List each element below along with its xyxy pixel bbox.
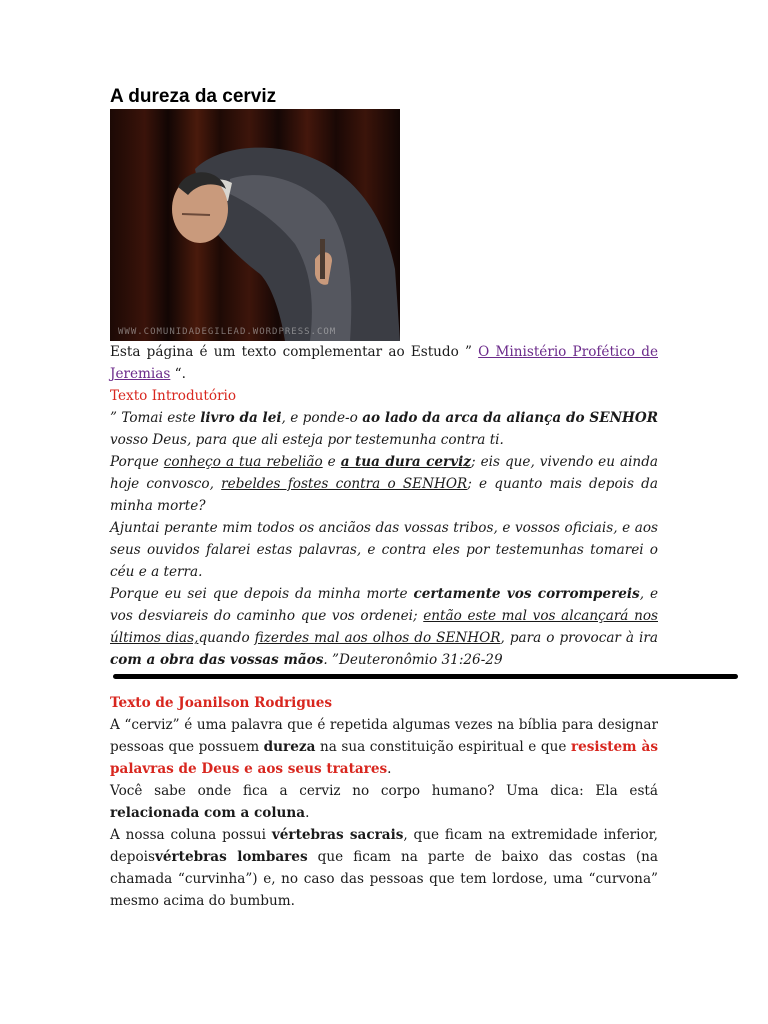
quote-text: e [322, 454, 341, 470]
quote-bold: certamente vos corrompereis [413, 586, 640, 602]
section-paragraph-2 [110, 780, 658, 824]
article [110, 86, 658, 671]
quote-paragraph-3: Ajuntai perante mim todos os anciãos das vossas tribos, e vossos oficiais, e aos seus ouvidos falarei estas palavras, e contra eles por testemunhas tomarei o céu e a terra. [110, 520, 658, 580]
section-text: Você sabe onde fica a cerviz no corpo humano? Uma dica: Ela está [110, 783, 658, 799]
quote-underline: conheço a tua rebelião [163, 454, 323, 470]
quote-text: Porque [110, 454, 164, 470]
author-heading: Texto de Joanilson Rodrigues [110, 695, 333, 711]
quote-bold: ao lado da arca da aliança do SENHOR [362, 410, 658, 426]
quote-text: ; eis que, vivendo eu ainda hoje convosco, [110, 454, 658, 492]
section-bold: dureza [263, 739, 316, 755]
quote-underline: então este mal vos alcançará nos últimos dias, [110, 608, 658, 646]
quote-bold-underline: a tua dura cerviz [340, 454, 471, 470]
quote-paragraph-4 [110, 583, 658, 671]
glasses-shape [182, 214, 210, 215]
quote-underline: fizerdes mal aos olhos do SENHOR [254, 630, 501, 646]
quote-reference: . ”Deuteronômio 31:26-29 [323, 652, 503, 668]
author-section [110, 692, 658, 912]
section-text: , que ficam na extremidade inferior, depois [110, 827, 658, 865]
section-bold: vértebras sacrais [271, 827, 404, 843]
quote-bold: livro da lei [200, 410, 282, 426]
quote-paragraph-1 [110, 407, 658, 451]
quote-text: Porque eu sei que depois da minha morte [110, 586, 414, 602]
intro-text-end: “. [170, 366, 186, 382]
section-text: . [305, 805, 310, 821]
quote-text: , e vos desviareis do caminho que vos ordenei; [110, 586, 658, 624]
page-title: A dureza da cerviz [110, 86, 277, 107]
section-text: . [387, 761, 392, 777]
quote-text: ” Tomai este [110, 410, 201, 426]
quote-text: ; e quanto mais depois da minha morte? [110, 476, 658, 514]
intro-paragraph [110, 341, 658, 385]
quote-text: , para o provocar à ira [500, 630, 658, 646]
photo-illustration [110, 109, 400, 341]
photo-watermark: WWW.COMUNIDADEGILEAD.WORDPRESS.COM [118, 327, 337, 337]
quote-bold: com a obra das vossas mãos [110, 652, 324, 668]
cane-shape [320, 239, 325, 279]
section-divider [113, 674, 738, 679]
study-link[interactable]: O Ministério Profético de Jeremias [110, 344, 658, 382]
section-bold: vértebras lombares [154, 849, 308, 865]
section-bold: relacionada com a coluna [110, 805, 306, 821]
scripture-quote [110, 407, 658, 671]
quote-paragraph-2 [110, 451, 658, 517]
section-paragraph-1 [110, 714, 658, 780]
section-paragraph-3 [110, 824, 658, 912]
quote-text: vosso Deus, para que ali esteja por testemunha contra ti. [110, 432, 504, 448]
section-text: A “cerviz” é uma palavra que é repetida algumas vezes na bíblia para designar pessoas que possuem [110, 717, 658, 755]
intro-heading: Texto Introdutório [110, 388, 237, 404]
quote-text: , e ponde-o [281, 410, 363, 426]
intro-text: Esta página é um texto complementar ao Estudo ” [110, 344, 479, 360]
section-text: A nossa coluna possui [110, 827, 272, 843]
section-text: que ficam na parte de baixo das costas (na chamada “curvinha”) e, no caso das pessoas que tem lordose, uma “curvona” mesmo acima do bumbum. [110, 849, 658, 909]
section-text: na sua constituição espiritual e que [315, 739, 571, 755]
quote-text: quando [198, 630, 255, 646]
section-bold-red: resistem às palavras de Deus e aos seus tratares [110, 739, 658, 777]
bowing-man-photo [110, 109, 400, 341]
quote-underline: rebeldes fostes contra o SENHOR [221, 476, 468, 492]
